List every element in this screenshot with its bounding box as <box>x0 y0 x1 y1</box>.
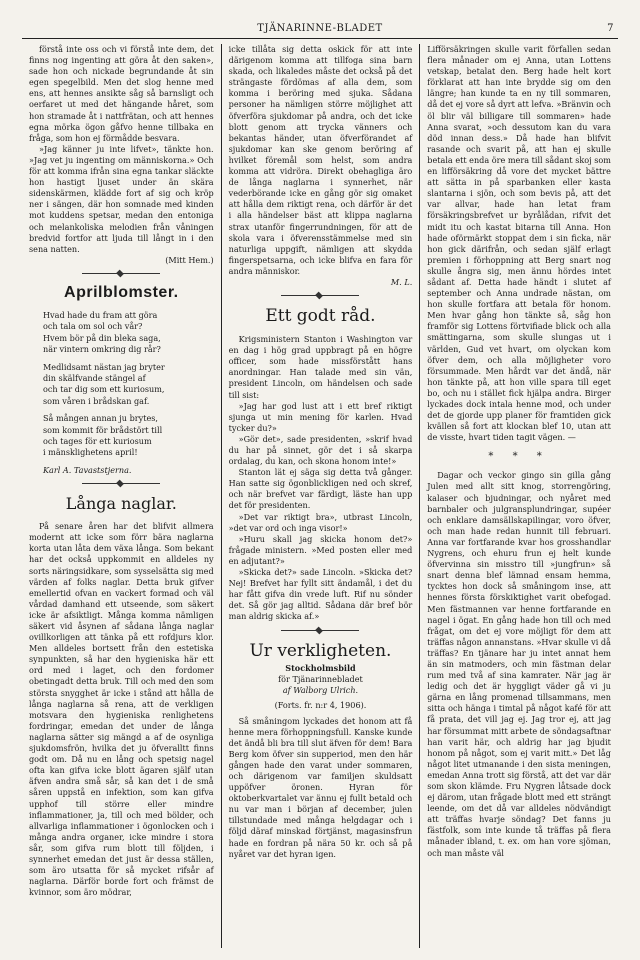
poem-line: din skälfvande stängel af <box>43 372 146 383</box>
poem-line: i mänsklighetens april! <box>43 447 138 458</box>
poem-stanza <box>29 413 214 459</box>
page-number: 7 <box>607 23 614 34</box>
column-3 <box>419 44 618 948</box>
article-subtitle: Stockholmsbild <box>285 662 356 673</box>
poem <box>29 310 214 476</box>
poem-author: Karl A. Tavaststjerna. <box>43 464 132 475</box>
poem-line: Hvad hade du fram att göra <box>43 309 158 320</box>
poem-line: Hvem bör på din bleka saga, <box>43 332 161 343</box>
article-title: Ett godt råd. <box>265 306 376 327</box>
poem-line: som kommit för brådstört till <box>43 424 163 435</box>
article-paragraph: »Huru skall jag skicka honom det?» frågade ministern. »Med posten eller med en adjutant?» <box>228 533 413 566</box>
poem-title: Aprilblomster. <box>64 283 179 301</box>
poem-line: och tala om sol och vår? <box>43 321 143 332</box>
source-credit: (Mitt Hem.) <box>165 254 214 265</box>
section-divider <box>281 295 359 296</box>
poem-line: och tages för ett kuriosum <box>43 435 152 446</box>
poem-stanza <box>29 362 214 408</box>
masthead-title: TJÄNARINNE-BLADET <box>257 23 383 34</box>
continuation-note: (Forts. fr. n:r 4, 1906). <box>274 699 367 710</box>
article-paragraph: »Skicka det?» sade Lincoln. »Skicka det? Nej! Brefvet har fyllt sitt ändamål, i det du har fått gifva din vrede luft. Rif nu sönder det. Så gör jag alltid. Sådana där bref bör man aldrig skicka af.» <box>228 567 413 622</box>
article-paragraph: Dagar och veckor gingo sin gilla gång Julen med allt sitt knog, storrengöring, kalaser och bjudningar, och nyåret med barnbaler och julgransplundringar, supéer och enklare damsällskapilingar, voro öfver, och man hade redan hunnit till februari. Anna var fortfarande kvar hos grosshandlar Nygrens, och ehuru frun ej helt kunde öfvervinna sin misstro till »jungfrun» så snart denna blef lämnad ensam hemma, tycktes hon dock så småningom inse, att hennes första förskiktighet varit obefogad. Men fästmannen var henne fortfarande en nagel i ögat. En gång hade hon till och med frågat, om det ej vore möjligt för dem att träffas någon annanstans. »Hvar skulle vi då träffas? En tjänare har ju intet annat hem än sin matmoders, och min fästman delar rum med två af sina kamrater. När jag är ledig och det är hyggligt väder gå vi ju gärna en lång promenad tillsammans, men sitta och hänga i timtal på något kafé för att få prata, det vill jag ej. Jag tror ej, att jag har försummat mitt arbete de söndagsaftnar han varit här, och aldrig har jag bjudit honom på något, som ej varit mitt.» Det låg något litet utmanande i den sista meningen, emedan Anna trott sig förstå, att det var där som skon klämde. Fru Nygren låtsade dock ej därom, utan frågade blott med ett strängt leende, om det då var alldeles nödvändigt att träffas hvarje söndag? Det fanns ju fästfolk, som inte kunde tå träffas på flera månader ibland, t. ex. om han vore sjöman, och man måste väl <box>427 470 611 858</box>
article-signature: M. L. <box>390 276 413 287</box>
column-2 <box>221 44 420 948</box>
section-stars: * * * <box>488 451 550 463</box>
article-title: Ur verkligheten. <box>249 640 392 661</box>
section-divider <box>281 630 359 631</box>
article-paragraph: Så småningom lyckades det honom att få henne mera förhoppningsfull. Kanske kunde det ändå bli bra till slut äfven för dem! Bara Berg kom öfver sin supperiod, men den här gången hade den varat under sommaren, och därigenom var familjen skuldsatt uppöfver öronen. Hyran för oktoberkvartalet var ännu ej fullt betald och nu var man i början af december, julen tillstundade med många helgdagar och i följd däraf minskad förtjänst, magasinsfrun hade en fordran på nära 50 kr. och så på nyåret var det hyran igen. <box>228 715 413 859</box>
article-title: Långa naglar. <box>65 494 177 514</box>
story-continuation-paragraph: »Jag känner ju inte lifvet», tänkte hon. »Jag vet ju ingenting om människorna.» Och för att komma ifrån sina egna tankar släckte hon hastigt ljuset under än skära sidenskärmen, klädde fort af sig och kröp ner i sängen, där hon somnade med kinden mot kuddens spetsar, medan den entoniga och melankoliska melodien från våningen bredvid fortfor att ljuda till långt in i den sena natten. <box>29 143 214 254</box>
poem-line: Medlidsamt nästan jag bryter <box>43 361 165 372</box>
article-paragraph: På senare åren har det blifvit allmera modernt att icke som förr bära naglarna korta utan låta dem växa långa. Som bekant har det också uppkommit en alldeles ny sorts näringsidkare, som sysselsätta sig med värden af folks naglar. Detta bruk gifver emellertid ofvan en vackert formad och väl vårdad damhand ett utseende, som säkert icke är afsiktligt. Många komma nämligen säkert vid åsynen af sådana långa naglar ovillkorligen att tänka på ett rofdjurs klor. Men alldeles bortsett från den estetiska synpunkten, så har den hygieniska här ett ord med i laget, och den fordomer obetingadt detta bruk. Till och med den som största snygghet är icke i stånd att hålla de långa naglarna så rena, att de verkligen motsvara den hygieniska renlighetens fordringar, emedan det under de långa naglarna sätter sig mängd a af de osynliga sjukdomsfrön, hvilka det ju öfveralltt finns godt om. Då nu en lång och spetsig nagel ofta kan gifva icke blott ägaren själf utan äfven andra små sår, så kan det i de små såren uppstå en infektion, som kan gifva upphof till större eller mindre inflammationer, ja, till och med bölder, och allvarliga inflammationer i ögonlocken och i många andra organer, icke mindre i stora sår, som gifva rum blott till följden, i synnerhet emedan det just är dessa ställen, som äro utsatta för så mycket rifsår af naglarna. Därför borde fort och främst de kvinnor, som äro mödrar, <box>29 521 214 898</box>
poem-line: och tar dig som ett kuriosum, <box>43 384 165 395</box>
columns <box>22 44 618 948</box>
article-paragraph: »Det var riktigt bra», utbrast Lincoln, »det var ord och inga visor!» <box>228 511 413 533</box>
article-paragraph: icke tillåta sig detta oskick för att inte därigenom komma att tillfoga sina barn skada, och likaledes måste det också på det strängaste fördömas af alla dem, som komma i beröring med sjuka. Sådana personer ha nämligen större möjlighet att öfverföra sjukdomar på andra, och det icke blott genom att trycka vänners och bekantas händer, utan öfverförandet af sjukdomar kan ske genom beröring af hvilket föremål som helst, som andra komma att vidröra. Direkt obehagliga äro de långa naglarna i synnerhet, när vederbörande icke en gång gör sig omaket att hålla dem riktigt rena, och därför är det i alla händelser bäst att klippa naglarna strax utanför fingerrundningen, för att de skola vara i öfverensstämmelse med sin naturliga uppgift, nämligen att skydda fingerspetsarna, och icke blifva en fara för andra människor. <box>228 44 413 276</box>
story-continuation-paragraph: förstå inte oss och vi förstå inte dem, det finns nog ingenting att göra åt den saken», sade hon och nickade begrundande åt sin egen spegelbild. Men det slog henne med ens, att hennes ansikte såg så barnsligt och oerfaret ut med det hängande håret, som hon stramade åt i nattfrätan, och att hennes egna mörka ögon gåfvo henne tillbaka en fråga, som hon ej förmådde besvara. <box>29 44 214 143</box>
article-paragraph: Stanton lät ej säga sig detta två gånger. Han satte sig ögonblickligen ned och skref, och när brefvet var färdigt, läste han upp det för presidenten. <box>228 467 413 511</box>
article-paragraph: »Gör det», sade presidenten, »skrif hvad du har på sinnet, gör det i så skarpa ordalag, du kan, och skona honom inte!» <box>228 433 413 467</box>
poem-line: som våren i brådskan gaf. <box>43 395 150 406</box>
poem-line: Så mången annan ju brytes, <box>43 413 158 424</box>
column-1 <box>22 44 221 948</box>
article-paragraph: Krigsministern Stanton i Washington var en dag i hög grad uppbragt på en högre officer, som hade missförstått hans anordningar. Han talade med sin vän, president Lincoln, om händelsen och sade till sist: <box>228 334 413 400</box>
poem-line: när vintern omkring dig rår? <box>43 344 161 355</box>
article-subtitle: för Tjänarinnebladet <box>278 673 363 684</box>
article-paragraph: Lifförsäkringen skulle varit förfallen sedan flera månader om ej Anna, utan Lottens vetskap, betalat den. Berg hade helt kort förklarat att han inte brydde sig om den längre; han kunde ta en ny till sommaren, då det ej vore så dyrt att lefva. »Bränvin och öl blir väl billigare till sommaren» hade Anna svarat, »och dessutom kan du vara död innan dess.» Då hade han blifvit rasande och svarit på, att han ej skulle betala ett enda öre mera till sådant skoj som en lifförsäkring då vore det mycket bättre att sätta in på sparbanken eller kasta slantarna i sjön, och som bevis på, att det var allvar, hade han letat fram försäkringsbrefvet ur byrålådan, rifvit det midt itu och kastat bitarna till Anna. Hon hade oförmärkt stoppat dem i sin ficka, när hon gick därifrån, och sedan själf erlagt premien i förhoppning att Berg snart nog skulle ångra sig, men ännu hördes intet sådant af. Detta hade händt i slutet af september och Anna undrade nästan, om hon skulle fortfara att betala för honom. Men hvar gång hon tänkte så, såg hon framför sig Lottens förtvifiade blick och alla smättingarna, som skulle slungas ut i världen, Gud vet hvart, om olyckan kom öfver dem, och alla möjligheter voro försummade. Men hårdt var det ändå, när hon tänkte på, att hon ville spara till eget bo, och nu i stället fick hjälpa andra. Birger lyckades dock intala henne mod, och under det de gjorde upp planer för framtiden gick kvällen så fort att klockan blef 10, utan att de visste, hvart tiden tagit vägen. — <box>427 44 611 443</box>
article-paragraph: »Jag har god lust att i ett bref riktigt sjunga ut min mening för karlen. Hvad tycker du?» <box>228 400 413 433</box>
poem-stanza <box>29 310 214 356</box>
section-divider <box>82 273 160 274</box>
section-divider <box>82 483 160 484</box>
page-header <box>22 22 618 39</box>
article-byline: af Walborg Ulrich. <box>282 684 359 695</box>
